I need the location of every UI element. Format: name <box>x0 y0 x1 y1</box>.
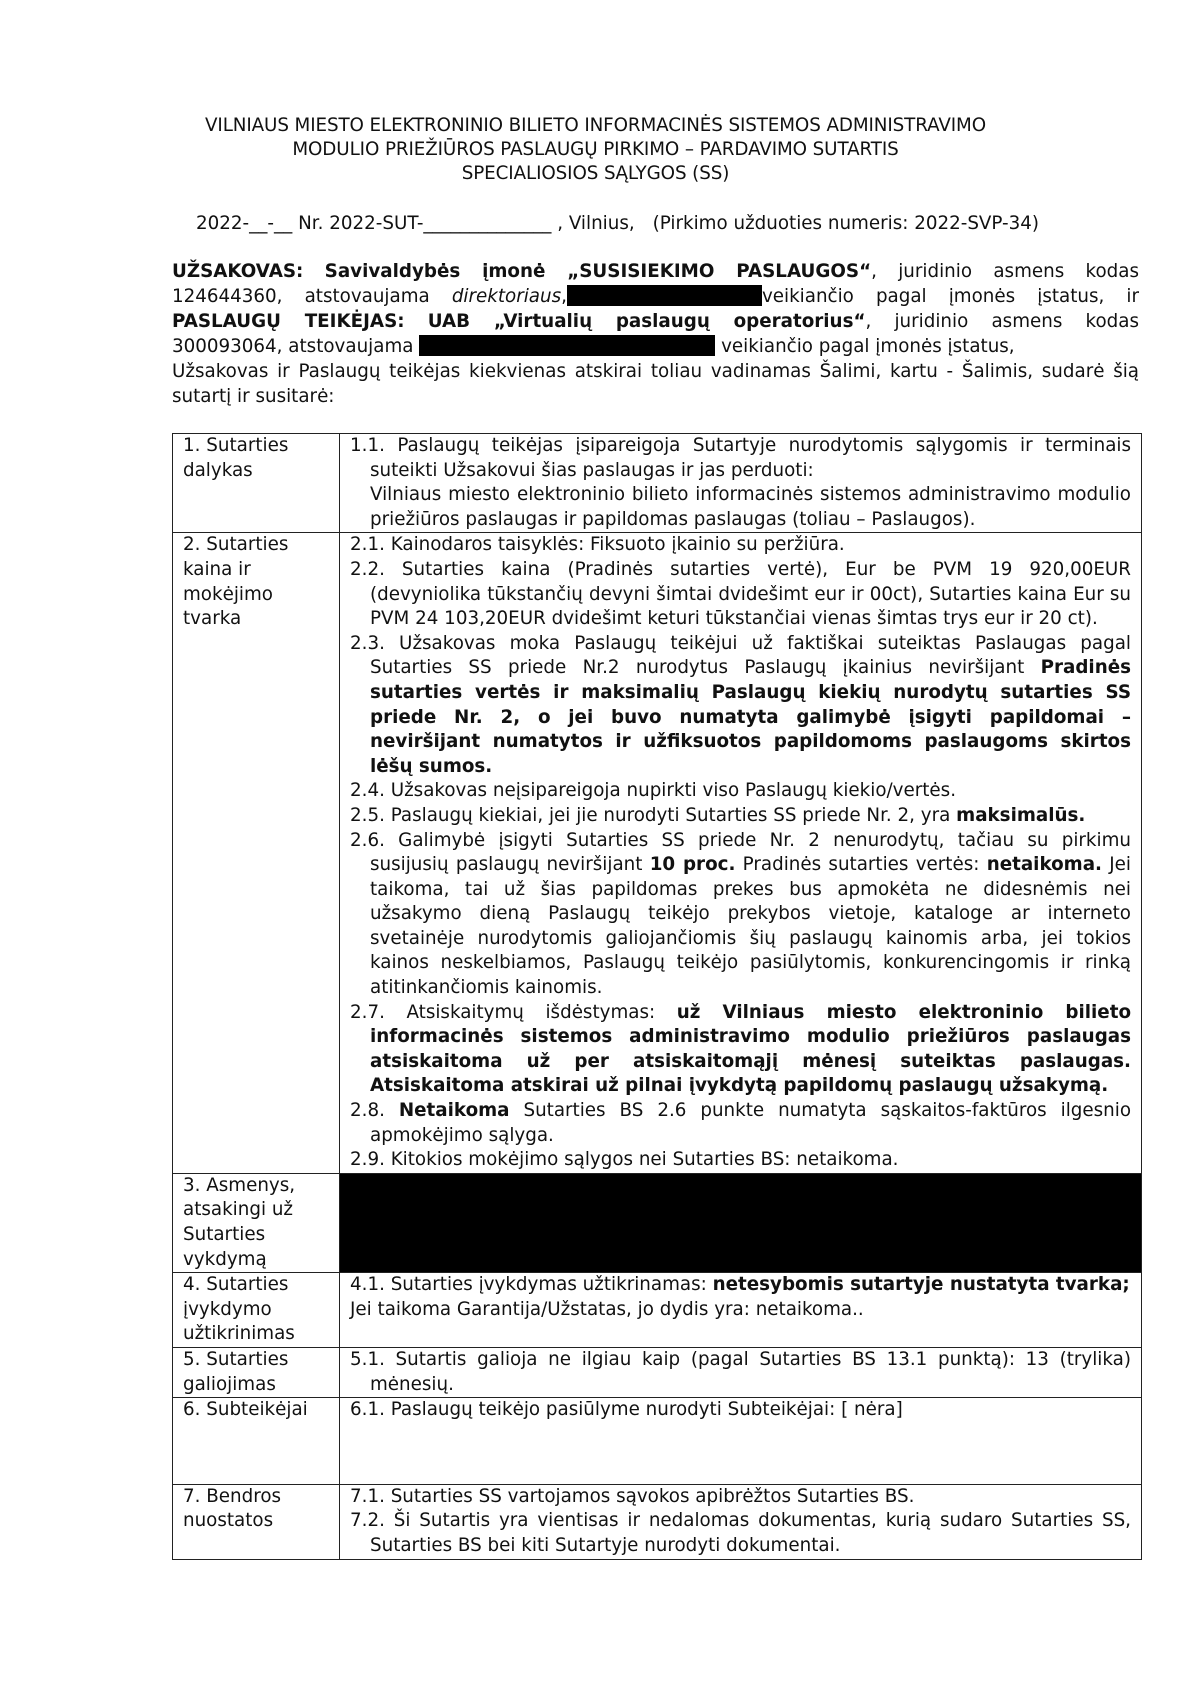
section-label: 1. Sutarties dalykas <box>173 434 340 533</box>
table-row <box>173 1347 1142 1397</box>
procurement-task-number: (Pirkimo užduoties numeris: 2022-SVP-34) <box>652 213 1040 234</box>
clause-2-7 <box>350 1001 1131 1099</box>
table-row <box>173 1173 1142 1272</box>
clause-2-8 <box>350 1099 1131 1148</box>
clause-bold-text: Pradinės sutarties vertės ir maksimalių Paslaugų kiekių nurodytų sutarties SS priede Nr. 2, o jei buvo numatyta galimybė įsigyti papildomai – neviršijant numatytos ir užfiksuotos papildomoms paslaugoms skirtos lėšų sumos. <box>370 657 1131 777</box>
parties-closing: Užsakovas ir Paslaugų teikėjas kiekvienas atskirai toliau vadinamas Šalimi, kartu - Šalimis, sudarė šią sutartį ir susitarė: <box>172 361 1139 407</box>
table-row <box>173 533 1142 1173</box>
provider-label: PASLAUGŲ TEIKĖJAS: <box>172 311 405 332</box>
provider-line-2 <box>172 334 1139 359</box>
document-title <box>120 114 1071 186</box>
section-body <box>340 1398 1142 1485</box>
section-label: 6. Subteikėjai <box>173 1398 340 1485</box>
title-line-1: VILNIAUS MIESTO ELEKTRONINIO BILIETO INFORMACINĖS SISTEMOS ADMINISTRAVIMO <box>205 115 986 136</box>
contract-dateline <box>196 213 1039 234</box>
customer-line-1 <box>172 259 1139 284</box>
clause-2-3 <box>350 632 1131 780</box>
provider-code: 300093064, atstovaujama <box>172 336 414 357</box>
clause-4-1 <box>350 1273 1131 1298</box>
section-body <box>340 1347 1142 1397</box>
customer-code: 124644360, atstovaujama <box>172 286 452 307</box>
clause-2-6 <box>350 829 1131 1001</box>
clause-text: 2.8. <box>350 1100 399 1122</box>
section-body <box>340 1273 1142 1348</box>
section-label: 7. Bendros nuostatos <box>173 1484 340 1559</box>
clause-1-1: 1.1. Paslaugų teikėjas įsipareigoja Sutartyje nurodytomis sąlygomis ir terminais suteikti Užsakovui šias paslaugas ir jas perduoti: <box>350 435 1131 481</box>
clause-7-2: 7.2. Ši Sutartis yra vientisas ir nedalomas dokumentas, kurią sudaro Sutarties SS, Sutarties BS bei kiti Sutartyje nurodyti dokumentai. <box>350 1510 1131 1556</box>
clause-6-1: 6.1. Paslaugų teikėjo pasiūlyme nurodyti Subteikėjai: [ nėra] <box>350 1399 903 1421</box>
clause-5-1: 5.1. Sutartis galioja ne ilgiau kaip (pagal Sutarties BS 13.1 punktą): 13 (trylika) mėnesių. <box>350 1348 1131 1395</box>
table-row <box>173 1273 1142 1348</box>
customer-label: UŽSAKOVAS: <box>172 261 304 282</box>
clause-bold-text: netesybomis sutartyje nustatyta tvarka; <box>712 1274 1130 1296</box>
clause-bold-text: 10 proc. <box>649 854 736 876</box>
customer-representative-text: veikiančio pagal įmonės įstatus, ir <box>761 286 1139 307</box>
clause-bold-text: Netaikoma <box>398 1100 510 1122</box>
clause-2-4: 2.4. Užsakovas neįsipareigoja nupirkti viso Paslaugų kiekio/vertės. <box>350 780 957 802</box>
clause-4-1-guarantee: Jei taikoma Garantija/Užstatas, jo dydis yra: netaikoma.. <box>350 1298 864 1320</box>
parties-intro <box>172 259 1139 409</box>
clause-bold-text: maksimalūs. <box>956 804 1086 826</box>
contract-date-number: 2022-__-__ Nr. 2022-SUT-______________ , Vilnius, <box>196 213 635 234</box>
clause-text: 2.5. Paslaugų kiekiai, jei jie nurodyti Sutarties SS priede Nr. 2, yra <box>350 804 957 826</box>
clause-text: 4.1. Sutarties įvykdymas užtikrinamas: <box>350 1274 713 1296</box>
section-body <box>340 1484 1142 1559</box>
clause-1-1-services: Vilniaus miesto elektroninio bilieto informacinės sistemos administravimo modulio priežiūros paslaugas ir papildomas paslaugas (toliau – Paslaugos). <box>370 484 1131 530</box>
contract-terms-table <box>172 433 1142 1560</box>
clause-text: 2.7. Atsiskaitymų išdėstymas: <box>350 1001 677 1023</box>
clause-2-5 <box>350 804 1131 829</box>
redacted-provider-representative <box>419 335 715 356</box>
clause-2-2: 2.2. Sutarties kaina (Pradinės sutarties vertė), Eur be PVM 19 920,00EUR (devyniolika tūkstančių devyni šimtai dvidešimt eur ir 00ct), Sutarties kaina Eur su PVM 24 103,20EUR dvidešimt keturi tūkstančiai vienas šimtas trys eur ir 20 ct). <box>350 558 1131 630</box>
table-row <box>173 434 1142 533</box>
provider-line-1 <box>172 309 1139 334</box>
clause-bold-text: už Vilniaus miesto elektroninio bilieto informacinės sistemos administravimo modulio priežiūros paslaugas atsiskaitoma už per atsiskaitomąjį mėnesį suteiktas paslaugas. Atsiskaitoma atskirai už pilnai įvykdytą papildomų paslaugų užsakymą. <box>370 1001 1132 1097</box>
clause-text: 2.6. Galimybė įsigyti Sutarties SS priede Nr. 2 nenurodytų, tačiau su pirkimu susijusių paslaugų neviršijant <box>350 829 1131 876</box>
section-label: 4. Sutarties įvykdymo užtikrinimas <box>173 1273 340 1348</box>
section-body <box>340 434 1142 533</box>
customer-line-2: 124644360, atstovaujama direktoriaus, veikiančio pagal įmonės įstatus, ir <box>172 286 1139 307</box>
title-line-3: SPECIALIOSIOS SĄLYGOS (SS) <box>461 163 730 184</box>
clause-2-9: 2.9. Kitokios mokėjimo sąlygos nei Sutarties BS: netaikoma. <box>350 1149 899 1171</box>
customer-name: Savivaldybės įmonė „SUSISIEKIMO PASLAUGOS“ <box>324 261 872 282</box>
table-row <box>173 1398 1142 1485</box>
section-body <box>340 533 1142 1173</box>
clause-text: Sutarties BS 2.6 punkte numatyta sąskaitos-faktūros ilgesnio apmokėjimo sąlyga. <box>370 1100 1132 1146</box>
section-label: 2. Sutarties kaina ir mokėjimo tvarka <box>173 533 340 1173</box>
clause-text: Pradinės sutarties vertės: <box>735 854 987 876</box>
clause-text: Jei taikoma, tai už šias papildomas prekes bus apmokėta ne didesnėmis nei užsakymo dieną Paslaugų teikėjo prekybos vietoje, kataloge ar interneto svetainėje nurodytomis galiojančiomis šių paslaugų kainomis arba, jei tokios kainos neskelbiamos, Paslaugų teikėjo pasiūlytomis, konkurencingomis ir rinką atitinkančiomis kainomis. <box>370 854 1131 999</box>
provider-representative-text: veikiančio pagal įmonės įstatus, <box>721 336 1015 357</box>
section-label: 3. Asmenys, atsakingi už Sutarties vykdymą <box>173 1173 340 1272</box>
clause-7-1: 7.1. Sutarties SS vartojamos sąvokos apibrėžtos Sutarties BS. <box>350 1485 915 1507</box>
customer-code-text: , juridinio asmens kodas <box>871 261 1139 282</box>
clause-bold-text: netaikoma. <box>986 854 1102 876</box>
clause-text: 2.3. Užsakovas moka Paslaugų teikėjui už faktiškai suteiktas Paslaugas pagal Sutarties SS priede Nr.2 nurodytus Paslaugų įkainius neviršijant <box>350 632 1131 679</box>
provider-name: UAB „Virtualių paslaugų operatorius“ <box>427 311 866 332</box>
table-row <box>173 1484 1142 1559</box>
provider-code-text: , juridinio asmens kodas <box>865 311 1139 332</box>
customer-role: direktoriaus <box>451 286 562 307</box>
section-label: 5. Sutarties galiojimas <box>173 1347 340 1397</box>
redacted-customer-representative <box>567 285 762 306</box>
clause-2-1: 2.1. Kainodaros taisyklės: Fiksuoto įkainio su peržiūra. <box>350 534 845 556</box>
title-line-2: MODULIO PRIEŽIŪROS PASLAUGŲ PIRKIMO – PARDAVIMO SUTARTIS <box>292 139 899 160</box>
redacted-responsible-persons <box>340 1173 1142 1272</box>
